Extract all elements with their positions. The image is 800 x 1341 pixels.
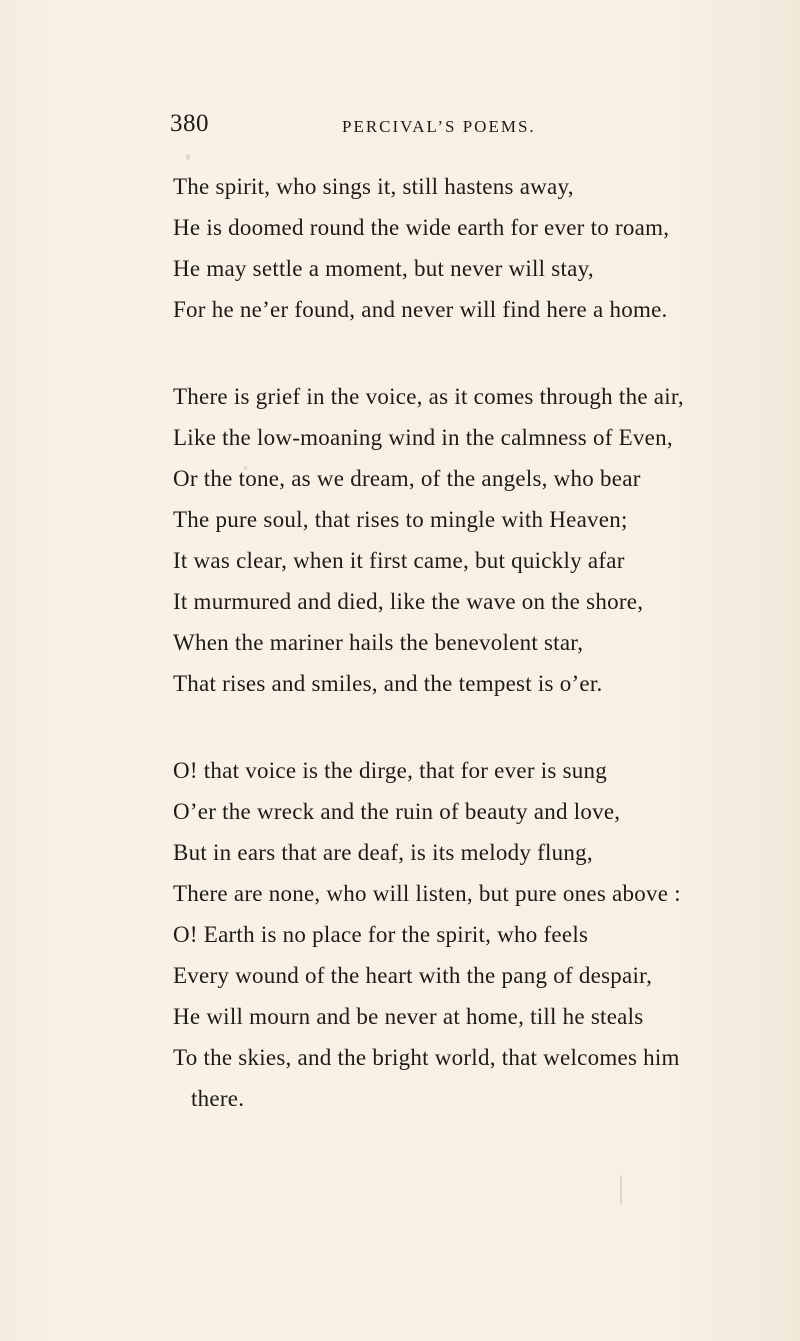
- ink-speck: [186, 154, 190, 160]
- poem-line: For he ne’er found, and never will find here a home.: [173, 297, 668, 322]
- page-number: 380: [170, 110, 209, 137]
- poem-line: Like the low-moaning wind in the calmness of Even,: [173, 425, 673, 450]
- running-title: PERCIVAL’S POEMS.: [342, 117, 536, 136]
- poem-line: He is doomed round the wide earth for ever to roam,: [173, 215, 670, 240]
- poem-line: There is grief in the voice, as it comes through the air,: [173, 384, 684, 409]
- poem-line: O! that voice is the dirge, that for ever is sung: [173, 758, 608, 783]
- poem-line: He will mourn and be never at home, till he steals: [173, 1004, 644, 1029]
- poem-line: Or the tone, as we dream, of the angels, who bear: [173, 466, 641, 491]
- poem-line: The spirit, who sings it, still hastens away,: [173, 174, 574, 199]
- poem-line: Every wound of the heart with the pang of despair,: [173, 963, 653, 988]
- poem-line: O! Earth is no place for the spirit, who feels: [173, 922, 589, 947]
- poem-line: But in ears that are deaf, is its melody flung,: [173, 840, 593, 865]
- stanza-3: [173, 750, 783, 1119]
- ink-mark: [620, 1175, 622, 1205]
- stanza-1: [173, 166, 783, 330]
- poem-line: It was clear, when it first came, but quickly afar: [173, 548, 625, 573]
- poem-line: To the skies, and the bright world, that welcomes him: [173, 1045, 680, 1070]
- stanza-2: [173, 376, 783, 704]
- page-header: [170, 110, 690, 150]
- poem-line: He may settle a moment, but never will stay,: [173, 256, 594, 281]
- poem-line: When the mariner hails the benevolent star,: [173, 630, 584, 655]
- poem-line: There are none, who will listen, but pure ones above :: [173, 881, 681, 906]
- poem-line: The pure soul, that rises to mingle with Heaven;: [173, 507, 628, 532]
- poem-text: [173, 166, 783, 1119]
- poem-line: That rises and smiles, and the tempest is o’er.: [173, 671, 603, 696]
- poem-line-continuation: there.: [191, 1086, 245, 1111]
- poem-line: It murmured and died, like the wave on the shore,: [173, 589, 644, 614]
- poem-line: O’er the wreck and the ruin of beauty and love,: [173, 799, 621, 824]
